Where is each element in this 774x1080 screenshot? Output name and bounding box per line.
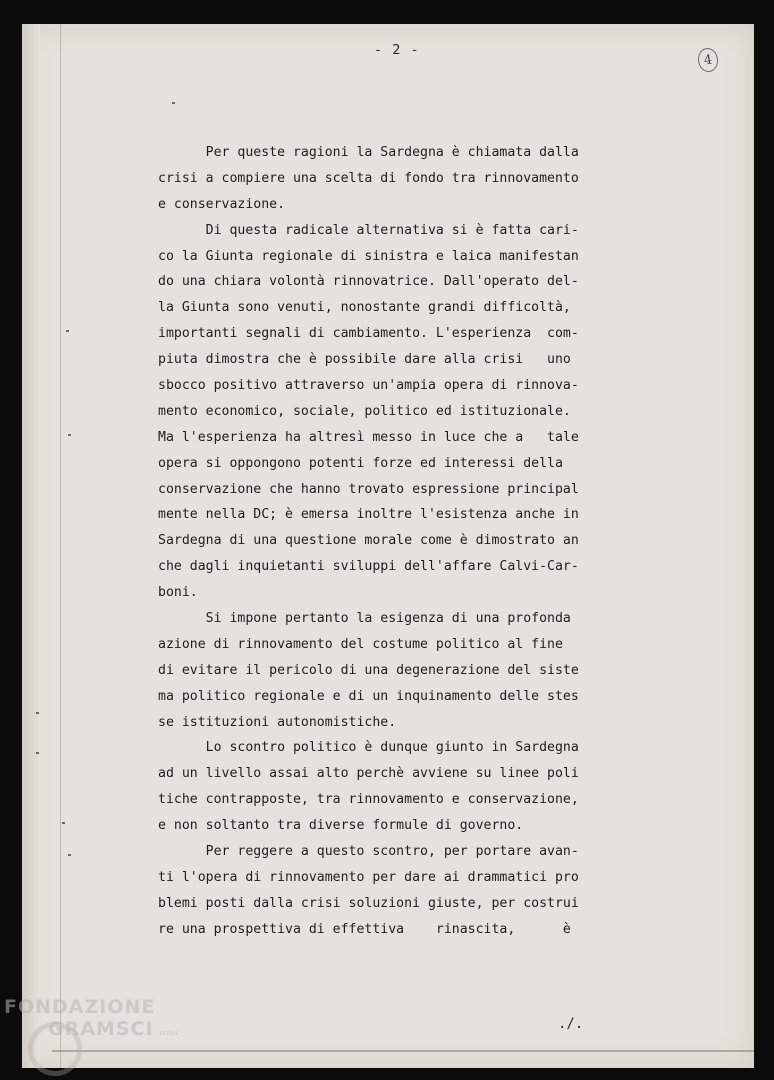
text-line: do una chiara volontà rinnovatrice. Dall'operato del- — [158, 274, 579, 290]
text-line: conservazione che hanno trovato espressione principal — [158, 481, 579, 497]
text-line: Ma l'esperienza ha altresì messo in luce che a tale — [158, 429, 579, 445]
scan-speck — [62, 822, 65, 824]
text-line: Di questa radicale alternativa si è fatta cari- — [158, 222, 579, 238]
page-edge-shadow — [22, 24, 40, 1068]
scan-speck — [172, 102, 175, 104]
scan-speck — [36, 752, 39, 754]
text-line: ad un livello assai alto perchè avviene su linee poli — [158, 766, 579, 782]
continuation-mark: ./. — [558, 1016, 584, 1032]
scan-speck — [36, 712, 39, 714]
text-line: che dagli inquietanti sviluppi dell'affare Calvi-Car- — [158, 559, 579, 575]
text-line: importanti segnali di cambiamento. L'esperienza com- — [158, 326, 579, 342]
text-line: crisi a compiere una scelta di fondo tra rinnovamento — [158, 170, 579, 186]
text-line: re una prospettiva di effettiva rinascita, è — [158, 921, 571, 937]
text-line: la Giunta sono venuti, nonostante grandi difficoltà, — [158, 300, 571, 316]
text-line: boni. — [158, 585, 198, 601]
page-number: - 2 - — [374, 42, 420, 58]
text-line: ma politico regionale e di un inquinamento delle stes — [158, 688, 579, 704]
text-line: azione di rinnovamento del costume politico al fine — [158, 636, 563, 652]
text-line: Sardegna di una questione morale come è dimostrato an — [158, 533, 579, 549]
text-line: di evitare il pericolo di una degenerazione del siste — [158, 662, 579, 678]
text-line: mento economico, sociale, politico ed istituzionale. — [158, 403, 571, 419]
watermark-small: onlus — [159, 1029, 179, 1037]
text-line: opera si oppongono potenti forze ed interessi della — [158, 455, 563, 471]
scan-speck — [66, 330, 69, 332]
page-bottom-edge — [52, 1050, 754, 1052]
text-line: Si impone pertanto la esigenza di una profonda — [158, 611, 571, 627]
scan-speck — [68, 854, 71, 856]
typed-body-text — [158, 140, 638, 943]
text-line: sbocco positivo attraverso un'ampia opera di rinnova- — [158, 378, 579, 394]
watermark — [4, 996, 178, 1044]
watermark-line1: FONDAZIONE — [4, 996, 156, 1018]
text-line: Lo scontro politico è dunque giunto in Sardegna — [158, 740, 579, 756]
text-line: se istituzioni autonomistiche. — [158, 714, 397, 730]
text-line: blemi posti dalla crisi soluzioni giuste, per costrui — [158, 895, 579, 911]
text-line: e non soltanto tra diverse formule di governo. — [158, 818, 524, 834]
archive-handwritten-mark: 4 — [696, 47, 719, 74]
text-line: piuta dimostra che è possibile dare alla crisi uno — [158, 352, 571, 368]
text-line: co la Giunta regionale di sinistra e laica manifestan — [158, 248, 579, 264]
text-line: ti l'opera di rinnovamento per dare ai drammatici pro — [158, 869, 579, 885]
scan-speck — [68, 434, 71, 436]
text-line: e conservazione. — [158, 196, 286, 212]
watermark-line2: GRAMSCI — [48, 1018, 154, 1040]
text-line: Per reggere a questo scontro, per portare avan- — [158, 844, 579, 860]
page-fold-line — [60, 24, 61, 1068]
watermark-line2-wrap — [4, 1018, 178, 1044]
text-line: Per queste ragioni la Sardegna è chiamata dalla — [158, 145, 579, 160]
document-page — [22, 24, 754, 1068]
text-line: mente nella DC; è emersa inoltre l'esistenza anche in — [158, 507, 579, 523]
text-line: tiche contrapposte, tra rinnovamento e conservazione, — [158, 792, 579, 808]
